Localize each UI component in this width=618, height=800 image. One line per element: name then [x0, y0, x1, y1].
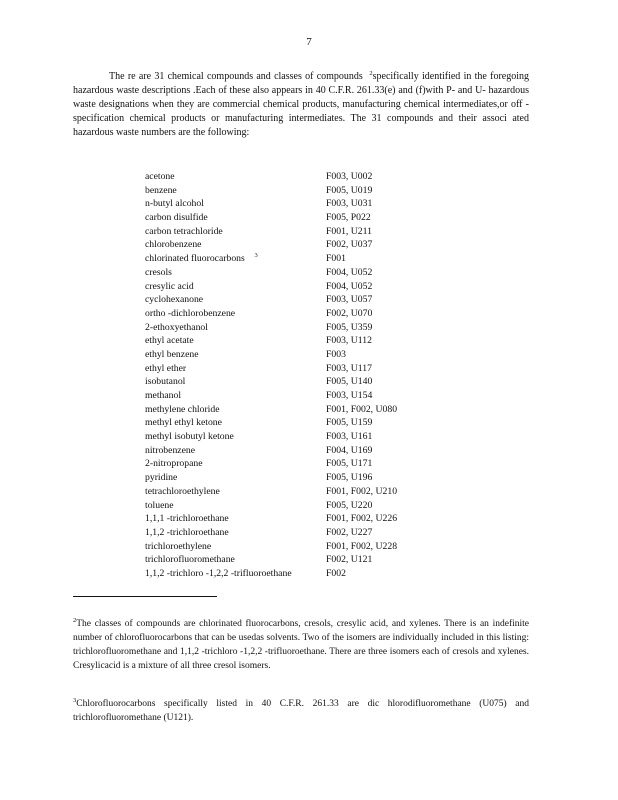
- waste-codes: F002, U121: [326, 554, 373, 566]
- compound-row: [145, 430, 465, 444]
- waste-codes: F005, U220: [326, 499, 373, 511]
- compound-name: [145, 307, 235, 321]
- compound-name: [145, 293, 203, 307]
- compound-name-text: benzene: [145, 184, 177, 196]
- waste-codes: F001, U211: [326, 225, 372, 237]
- compound-name-text: carbon disulfide: [145, 212, 208, 224]
- compound-name: [145, 375, 185, 389]
- compound-name: [145, 485, 220, 499]
- waste-codes: F001: [326, 253, 346, 265]
- compound-name: [145, 416, 222, 430]
- intro-paragraph: [73, 70, 529, 140]
- compound-name: [145, 403, 220, 417]
- waste-codes: F003, U112: [326, 335, 372, 347]
- waste-codes: F003, U154: [326, 390, 373, 401]
- footnote-separator: [73, 596, 217, 597]
- compound-name: [145, 499, 174, 513]
- waste-codes: F002, U227: [326, 526, 373, 538]
- compound-row: [145, 485, 465, 499]
- compound-name-text: ethyl acetate: [145, 335, 194, 347]
- compound-name-text: trichlorofluoromethane: [145, 554, 235, 566]
- compound-row: [145, 416, 465, 430]
- compound-name-text: n-butyl alcohol: [145, 198, 204, 210]
- compound-name-text: trichloroethylene: [145, 540, 212, 552]
- compound-row: [145, 375, 465, 389]
- compound-name: [145, 444, 195, 458]
- footnote-3-mark: 3: [73, 697, 77, 704]
- page-number: 7: [306, 36, 312, 48]
- waste-codes: F003, U002: [326, 171, 373, 182]
- compound-name: [145, 457, 203, 471]
- compound-name-text: nitrobenzene: [145, 444, 196, 456]
- compound-name-text: chlorobenzene: [145, 239, 202, 251]
- waste-codes: F005, U140: [326, 376, 373, 388]
- compound-name-text: 2-ethoxyethanol: [145, 321, 208, 333]
- compound-name-text: methylene chloride: [145, 403, 220, 415]
- waste-codes: F003, U117: [326, 362, 372, 374]
- compound-row: [145, 293, 465, 307]
- compound-row: [145, 321, 465, 335]
- compound-name-text: cresylic acid: [145, 280, 194, 292]
- footnote-2-text: The classes of compounds are chlorinated fluorocarbons, cresols, cresylic acid, and xylenes. There is an indefinite number of chlorofluorocarbons that can be usedas solvents. Two of the isomers are individually included in this listing: trichlorofluoromethane and 1,1,2 -trichloro -1,2,2 -trifluoroethane. There are three isomers each of cresols and xylenes. Cresylicacid is a mixture of all three cresol isomers.: [73, 619, 529, 671]
- compound-name-text: toluene: [145, 499, 174, 511]
- compound-row: [145, 403, 465, 417]
- compound-name: [145, 184, 177, 198]
- compound-name: [145, 225, 223, 239]
- waste-codes: F003, U161: [326, 431, 373, 443]
- footnote-3: [73, 697, 529, 725]
- footnote-ref-3: 3: [254, 252, 258, 260]
- compound-name: [145, 430, 234, 444]
- waste-codes: F004, U052: [326, 280, 373, 292]
- compound-row: [145, 266, 465, 280]
- footnote-3-text: Chlorofluorocarbons specifically listed in 40 C.F.R. 261.33 are dic hlorodifluoromethane (U075) and trichlorofluoromethane (U121).: [73, 699, 529, 723]
- compound-name-text: chlorinated fluorocarbons: [145, 253, 245, 265]
- compound-name: [145, 211, 208, 225]
- waste-codes: F002, U070: [326, 307, 373, 319]
- compound-name: [145, 362, 186, 376]
- compound-name: [145, 553, 235, 567]
- compound-name: [145, 512, 229, 526]
- waste-codes: F005, U196: [326, 472, 373, 484]
- waste-codes: F001, F002, U226: [326, 513, 398, 525]
- waste-codes: F005, U019: [326, 184, 373, 196]
- compound-name: [145, 252, 258, 266]
- compound-row: [145, 211, 465, 225]
- compound-name: [145, 348, 199, 362]
- waste-codes: F004, U052: [326, 266, 373, 278]
- compound-name-text: 1,1,2 -trichloro -1,2,2 -trifluoroethane: [145, 567, 292, 579]
- compound-name: [145, 266, 172, 280]
- compound-row: [145, 499, 465, 513]
- compound-row: [145, 348, 465, 362]
- compound-name: [145, 471, 177, 485]
- compound-row: [145, 184, 465, 198]
- waste-codes: F001, F002, U210: [326, 485, 398, 497]
- compound-name: [145, 526, 229, 540]
- compound-row: [145, 512, 465, 526]
- waste-codes: F003: [326, 348, 346, 360]
- waste-codes: F004, U169: [326, 444, 373, 456]
- compound-row: [145, 389, 465, 403]
- compound-name-text: ethyl benzene: [145, 348, 199, 360]
- compound-name: [145, 280, 194, 294]
- compound-row: [145, 238, 465, 252]
- waste-codes: F005, U159: [326, 417, 373, 429]
- compound-name-text: isobutanol: [145, 376, 186, 388]
- waste-codes: F003, U057: [326, 294, 373, 306]
- waste-codes: F005, P022: [326, 212, 371, 224]
- waste-codes: F003, U031: [326, 198, 373, 210]
- compound-row: [145, 457, 465, 471]
- intro-text-end: specifically identified in the foregoing hazardous waste descriptions .Each of these also appears in 40 C.F.R. 261.33(e) and (f)with P- and U- hazardous waste designations when they are commercial chemical products, manufacturing chemical intermediates,or off - specification chemical products or manufacturing intermediates. The 31 compounds and their associ ated hazardous waste numbers are the following:: [73, 71, 529, 138]
- compound-row: [145, 225, 465, 239]
- waste-codes: F005, U359: [326, 321, 373, 333]
- waste-codes: F001, F002, U080: [326, 403, 398, 415]
- compound-name: [145, 389, 181, 403]
- compound-name-text: methyl ethyl ketone: [145, 417, 222, 429]
- compound-name-text: carbon tetrachloride: [145, 225, 223, 237]
- compound-row: [145, 540, 465, 554]
- compound-name-text: 2-nitropropane: [145, 458, 203, 470]
- footnote-2: [73, 617, 529, 673]
- compound-name-text: methyl isobutyl ketone: [145, 431, 234, 443]
- compound-name-text: acetone: [145, 171, 175, 182]
- compound-name-text: methanol: [145, 390, 182, 401]
- compound-name: [145, 567, 292, 581]
- compound-list: [145, 170, 465, 581]
- waste-codes: F001, F002, U228: [326, 540, 398, 552]
- compound-name-text: cresols: [145, 266, 172, 278]
- compound-row: [145, 444, 465, 458]
- compound-name: [145, 170, 175, 184]
- compound-name-text: ethyl ether: [145, 362, 187, 374]
- compound-row: [145, 362, 465, 376]
- footnote-2-mark: 2: [73, 617, 77, 624]
- compound-name: [145, 334, 194, 348]
- intro-text-start: The re are 31 chemical compounds and classes of compounds: [109, 71, 363, 82]
- compound-name-text: 1,1,1 -trichloroethane: [145, 513, 229, 525]
- compound-row: [145, 280, 465, 294]
- waste-codes: F002, U037: [326, 239, 373, 251]
- compound-row: [145, 471, 465, 485]
- compound-name-text: 1,1,2 -trichloroethane: [145, 526, 229, 538]
- waste-codes: F005, U171: [326, 458, 373, 470]
- compound-row: [145, 197, 465, 211]
- compound-row: [145, 553, 465, 567]
- compound-row: [145, 307, 465, 321]
- footnote-ref-2: 2: [369, 70, 373, 77]
- compound-name-text: ortho -dichlorobenzene: [145, 307, 236, 319]
- compound-name: [145, 321, 208, 335]
- compound-row: [145, 170, 465, 184]
- waste-codes: F002: [326, 567, 346, 579]
- compound-name: [145, 238, 201, 252]
- compound-name: [145, 540, 211, 554]
- compound-row: [145, 526, 465, 540]
- compound-row: [145, 252, 465, 266]
- compound-name-text: cyclohexanone: [145, 294, 204, 306]
- compound-row: [145, 567, 465, 581]
- compound-name-text: pyridine: [145, 472, 178, 484]
- compound-row: [145, 334, 465, 348]
- compound-name: [145, 197, 204, 211]
- compound-name-text: tetrachloroethylene: [145, 485, 220, 497]
